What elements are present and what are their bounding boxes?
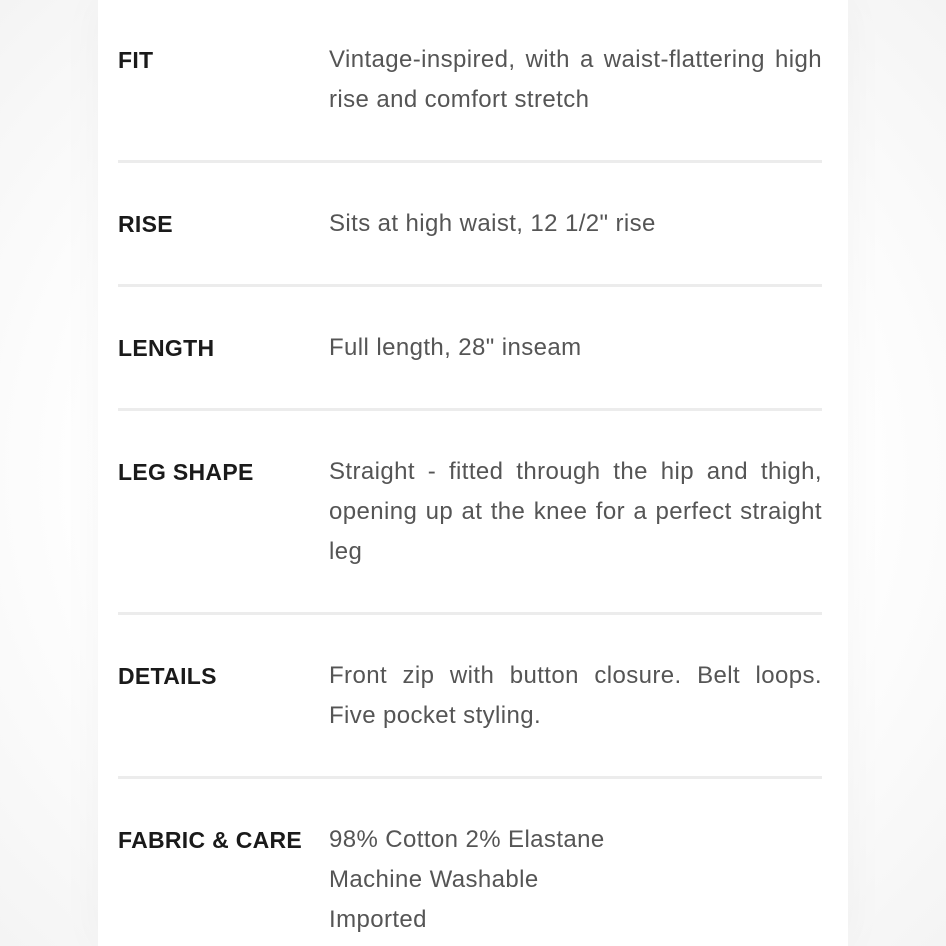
spec-label-fabric-care: FABRIC & CARE bbox=[118, 827, 303, 853]
spec-value-fabric-care bbox=[329, 820, 822, 940]
spec-row-length bbox=[118, 287, 822, 411]
origin: Imported bbox=[329, 906, 427, 933]
care-instructions: Machine Washable bbox=[329, 866, 539, 893]
spec-value-length: Full length, 28" inseam bbox=[329, 334, 582, 361]
spec-label-rise: RISE bbox=[118, 211, 173, 237]
product-spec-table bbox=[118, 0, 822, 946]
spec-value-details: Front zip with button closure. Belt loops. Five pocket styling. bbox=[329, 662, 822, 729]
spec-row-details bbox=[118, 615, 822, 779]
spec-label-details: DETAILS bbox=[118, 663, 217, 689]
spec-label-fit: FIT bbox=[118, 47, 154, 73]
spec-label-leg-shape: LEG SHAPE bbox=[118, 459, 254, 485]
spec-row-fit bbox=[118, 0, 822, 163]
spec-value-fit: Vintage-inspired, with a waist-flattering high rise and comfort stretch bbox=[329, 46, 822, 113]
spec-label-length: LENGTH bbox=[118, 335, 215, 361]
spec-row-fabric-care bbox=[118, 779, 822, 946]
spec-value-rise: Sits at high waist, 12 1/2" rise bbox=[329, 210, 656, 237]
fabric-composition: 98% Cotton 2% Elastane bbox=[329, 826, 605, 853]
spec-row-rise bbox=[118, 163, 822, 287]
spec-row-leg-shape bbox=[118, 411, 822, 615]
spec-value-leg-shape: Straight - fitted through the hip and thigh, opening up at the knee for a perfect straight leg bbox=[329, 458, 822, 565]
